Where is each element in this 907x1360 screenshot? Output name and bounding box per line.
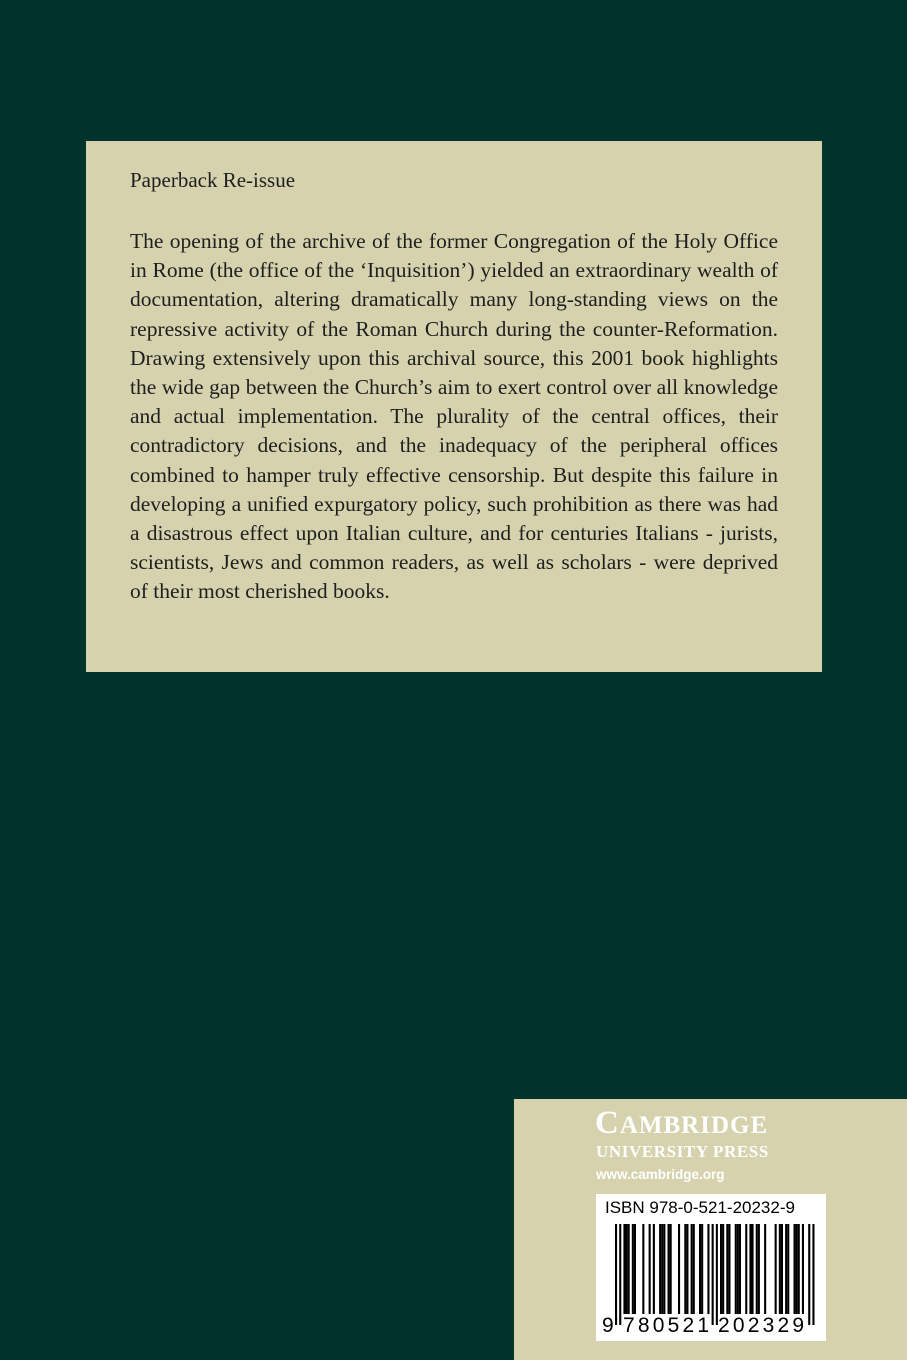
barcode-bar (653, 1224, 655, 1314)
barcode-bar (678, 1224, 680, 1314)
barcode-digits (596, 1313, 826, 1339)
barcode-bar (775, 1224, 777, 1314)
barcode-bar (642, 1224, 644, 1314)
barcode-guard-bar (619, 1224, 621, 1325)
barcode-guard-bar (716, 1224, 718, 1325)
publisher-name-rest: AMBRIDGE (619, 1112, 769, 1139)
barcode-bar (796, 1224, 798, 1314)
barcode-digits-right: 202329 (718, 1314, 808, 1337)
isbn-text: ISBN 978-0-521-20232-9 (605, 1198, 795, 1217)
publisher-panel (514, 1099, 907, 1360)
barcode-bar (745, 1224, 747, 1314)
barcode-bar (728, 1224, 730, 1314)
barcode-guard-bar (712, 1224, 714, 1325)
barcode-bar (756, 1224, 758, 1314)
barcode-bar (684, 1224, 686, 1314)
barcode-bar (628, 1224, 630, 1314)
barcode-guard-bar (615, 1224, 617, 1325)
barcode-bar (779, 1224, 781, 1314)
barcode-bar (758, 1224, 760, 1314)
barcode-bar (632, 1224, 634, 1314)
barcode-bar (798, 1224, 800, 1314)
barcode-bar (649, 1224, 651, 1314)
barcode-bar (693, 1224, 695, 1314)
barcode-bar (686, 1224, 688, 1314)
blurb-text: The opening of the archive of the former Congregation of the Holy Office in Rome (the office of the ‘Inquisition’) yielded an extraordinary wealth of documentation, altering dramatically many long-standing views on the repressive activity of the Roman Church during the counter-Reformation. Drawing extensively upon this archival source, this 2001 book highlights the wide gap between the Church’s aim to exert control over all knowledge and actual implementation. The plurality of the central offices, their contradictory decisions, and the inadequacy of the peripheral offices combined to hamper truly effective censorship. But despite this failure in developing a unified expurgatory policy, such prohibition as there was had a disastrous effect upon Italian culture, and for centuries Italians - jurists, scientists, Jews and common readers, as well as scholars - were deprived of their most cherished books. (130, 229, 778, 604)
barcode-bar (691, 1224, 693, 1314)
barcode-bar (634, 1224, 636, 1314)
blurb-panel (86, 141, 822, 672)
publisher-name-initial: C (595, 1105, 620, 1141)
publisher-subtitle: UNIVERSITY PRESS (596, 1142, 769, 1161)
barcode-digit-first: 9 (602, 1314, 614, 1337)
barcode-bar (626, 1224, 628, 1314)
barcode-bar (787, 1224, 789, 1314)
barcode-bar (720, 1224, 722, 1314)
barcode-bar (785, 1224, 787, 1314)
barcode-bar (661, 1224, 663, 1314)
barcode-bar (668, 1224, 670, 1314)
barcode-bar (739, 1224, 741, 1314)
barcode-bar (726, 1224, 728, 1314)
barcode-bar (707, 1224, 709, 1314)
publisher-url: www.cambridge.org (596, 1167, 725, 1182)
barcode-bar (701, 1224, 703, 1314)
publisher-name (595, 1105, 768, 1144)
barcode-bar (802, 1224, 804, 1314)
barcode-box (596, 1194, 826, 1341)
barcode-bar (722, 1224, 724, 1314)
barcode-bar (749, 1224, 751, 1314)
barcode-bar (735, 1224, 737, 1314)
barcode-bar (737, 1224, 739, 1314)
barcode-bar (764, 1224, 766, 1314)
barcode-bar (670, 1224, 672, 1314)
barcode-bar (659, 1224, 661, 1314)
barcode-bar (781, 1224, 783, 1314)
barcode-bar (699, 1224, 701, 1314)
barcode-bar (752, 1224, 754, 1314)
reissue-label: Paperback Re-issue (130, 168, 296, 192)
barcode-guard-bar (808, 1224, 810, 1325)
barcode-digits-left: 780521 (623, 1314, 713, 1337)
barcode-bar (623, 1224, 625, 1314)
barcode-bar (794, 1224, 796, 1314)
barcode-bar (663, 1224, 665, 1314)
barcode-guard-bar (812, 1224, 814, 1325)
